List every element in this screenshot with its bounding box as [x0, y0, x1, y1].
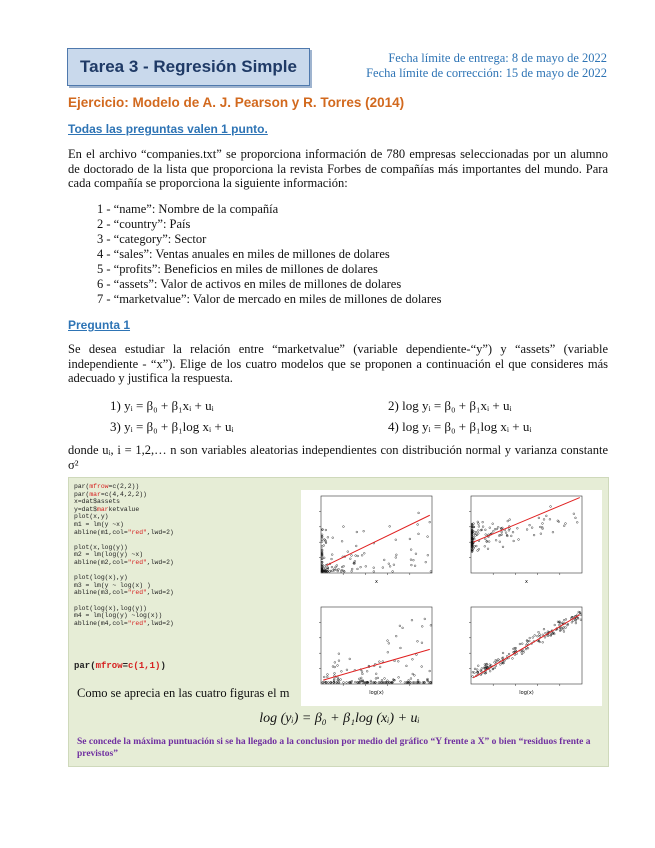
- data-point: [340, 670, 342, 672]
- code-line: par(mfrow=c(2,2)): [74, 483, 140, 490]
- data-point: [478, 526, 480, 528]
- code-line: y=dat$marketvalue: [74, 505, 140, 513]
- model-4: 4) log yᵢ = β₀ + β₁log xᵢ + uᵢ: [388, 419, 532, 434]
- data-point: [573, 513, 575, 515]
- data-point: [563, 619, 565, 621]
- data-point: [580, 619, 582, 621]
- answer-text: Como se aprecia en las cuatro figuras el m: [77, 686, 290, 700]
- data-point: [537, 635, 539, 637]
- data-point: [360, 677, 362, 679]
- data-point: [540, 533, 542, 535]
- plot-frame: [321, 607, 432, 684]
- data-point: [326, 676, 328, 678]
- data-point: [499, 541, 501, 543]
- data-point: [427, 536, 429, 538]
- data-point: [361, 554, 363, 556]
- data-point: [545, 632, 547, 634]
- code-line: [74, 597, 174, 605]
- data-point: [538, 631, 540, 633]
- data-point: [356, 531, 358, 533]
- data-point: [357, 568, 359, 570]
- x-axis-label: log(x): [369, 690, 384, 696]
- data-point: [400, 680, 402, 682]
- data-point: [533, 534, 535, 536]
- data-point: [571, 621, 573, 623]
- data-point: [485, 534, 487, 536]
- data-point: [563, 626, 565, 628]
- data-point: [512, 531, 514, 533]
- data-point: [394, 660, 396, 662]
- data-point: [482, 521, 484, 523]
- plot-frame: [321, 496, 432, 573]
- data-point: [516, 527, 518, 529]
- data-point: [334, 666, 336, 668]
- intro-paragraph: En el archivo “companies.txt” se proporciona información de 780 empresas seleccionadas por un alumno de doctorado de la lista que proporciona la revista Forbes de compañías más importantes del mundo. Para cada compañía se proporciona la siguiente información:: [68, 147, 608, 190]
- variables-list: [97, 202, 441, 307]
- data-point: [373, 571, 375, 573]
- data-point: [474, 545, 476, 547]
- answer-box: [68, 477, 609, 767]
- data-point: [414, 674, 416, 676]
- exercise-title: Ejercicio: Modelo de A. J. Pearson y R. Torres (2014): [68, 95, 405, 110]
- data-point: [387, 651, 389, 653]
- r-code-block: [74, 483, 174, 627]
- data-point: [409, 538, 411, 540]
- data-point: [338, 653, 340, 655]
- data-point: [527, 643, 529, 645]
- page-title: Tarea 3 - Regresión Simple: [67, 48, 310, 86]
- data-point: [496, 528, 498, 530]
- data-point: [429, 521, 431, 523]
- code-line: plot(x,y): [74, 513, 109, 521]
- data-point: [332, 537, 334, 539]
- data-point: [323, 676, 325, 678]
- data-point: [347, 551, 349, 553]
- data-point: [572, 620, 574, 622]
- data-point: [421, 642, 423, 644]
- data-point: [539, 634, 541, 636]
- data-point: [346, 682, 348, 684]
- data-point: [331, 558, 333, 560]
- code-line: m1 = lm(y ~x): [74, 520, 124, 528]
- data-point: [333, 678, 335, 680]
- data-point: [354, 681, 356, 683]
- data-point: [400, 647, 402, 649]
- data-point: [377, 677, 379, 679]
- data-point: [361, 671, 363, 673]
- data-point: [363, 530, 365, 532]
- data-point: [418, 512, 420, 514]
- data-point: [398, 676, 400, 678]
- data-point: [513, 540, 515, 542]
- data-point: [528, 640, 530, 642]
- data-point: [399, 625, 401, 627]
- data-point: [341, 540, 343, 542]
- data-point: [335, 569, 337, 571]
- data-point: [565, 523, 567, 525]
- data-point: [417, 679, 419, 681]
- data-point: [481, 668, 483, 670]
- data-point: [388, 642, 390, 644]
- data-point: [575, 622, 577, 624]
- data-point: [417, 640, 419, 642]
- scatter-plot-4: [469, 607, 582, 696]
- data-point: [529, 524, 531, 526]
- data-point: [512, 658, 514, 660]
- data-point: [351, 570, 353, 572]
- data-point: [565, 627, 567, 629]
- regression-line: [473, 498, 580, 543]
- scatter-plot-1: [319, 496, 432, 585]
- data-point: [387, 680, 389, 682]
- data-point: [389, 565, 391, 567]
- data-point: [478, 523, 480, 525]
- data-point: [366, 670, 368, 672]
- data-point: [489, 527, 491, 529]
- data-point: [502, 652, 504, 654]
- data-point: [321, 546, 323, 548]
- data-point: [545, 515, 547, 517]
- data-point: [355, 545, 357, 547]
- data-point: [417, 524, 419, 526]
- data-point: [542, 634, 544, 636]
- data-point: [489, 670, 491, 672]
- data-point: [410, 678, 412, 680]
- data-point: [411, 564, 413, 566]
- list-item: 1 - “name”: Nombre de la compañía: [97, 202, 279, 216]
- data-point: [327, 682, 329, 684]
- deadline-delivery: Fecha límite de entrega: 8 de mayo de 2022: [388, 51, 607, 65]
- data-point: [392, 571, 394, 573]
- code-line: abline(m1,col="red",lwd=2): [74, 528, 174, 536]
- data-point: [539, 526, 541, 528]
- data-point: [412, 559, 414, 561]
- data-point: [580, 614, 582, 616]
- data-point: [475, 531, 477, 533]
- data-point: [519, 643, 521, 645]
- data-point: [475, 545, 477, 547]
- data-point: [494, 528, 496, 530]
- data-point: [362, 673, 364, 675]
- data-point: [397, 660, 399, 662]
- data-point: [416, 654, 418, 656]
- code-line: m2 = lm(log(y) ~x): [74, 551, 144, 559]
- data-point: [327, 536, 329, 538]
- x-axis-label: x: [375, 579, 378, 585]
- data-point: [484, 529, 486, 531]
- data-point: [430, 624, 432, 626]
- data-point: [321, 539, 323, 541]
- model-2: 2) log yᵢ = β₀ + β₁xᵢ + uᵢ: [388, 398, 512, 413]
- data-point: [562, 628, 564, 630]
- data-point: [334, 672, 336, 674]
- model-assumptions: donde uᵢ, i = 1,2,… n son variables aleatorias independientes con distribución normal y varianza constante σ²: [68, 443, 608, 472]
- grading-note: Se concede la máxima puntuación si se ha llegado a la conclusion por medio del gráfico “Y frente a X” o bien “residuos frente a previstos”: [77, 737, 591, 759]
- data-point: [492, 523, 494, 525]
- data-point: [497, 658, 499, 660]
- data-point: [323, 566, 325, 568]
- data-point: [402, 627, 404, 629]
- data-point: [338, 568, 340, 570]
- data-point: [412, 658, 414, 660]
- data-point: [509, 519, 511, 521]
- question-title: Pregunta 1: [68, 318, 131, 332]
- model-1: 1) yᵢ = β₀ + β₁xᵢ + uᵢ: [110, 398, 214, 413]
- code-line: [74, 567, 174, 575]
- data-point: [331, 566, 333, 568]
- data-point: [383, 559, 385, 561]
- data-point: [378, 661, 380, 663]
- regression-line: [473, 615, 580, 678]
- data-point: [418, 533, 420, 535]
- data-point: [492, 530, 494, 532]
- data-point: [358, 678, 360, 680]
- data-point: [343, 526, 345, 528]
- scatter-plots: [301, 490, 602, 706]
- data-point: [414, 565, 416, 567]
- data-point: [327, 674, 329, 676]
- data-point: [363, 552, 365, 554]
- list-item: 6 - “assets”: Valor de activos en miles de millones de dolares: [97, 277, 402, 291]
- data-point: [415, 553, 417, 555]
- code-line: abline(m3,col="red",lwd=2): [74, 589, 174, 597]
- r-code-last-text: par(mfrow=c(1,1)): [74, 661, 166, 671]
- data-point: [549, 518, 551, 520]
- data-point: [325, 529, 327, 531]
- data-point: [484, 545, 486, 547]
- data-point: [505, 532, 507, 534]
- data-point: [388, 563, 390, 565]
- data-point: [384, 678, 386, 680]
- data-point: [421, 666, 423, 668]
- scatter-plots-panel: [301, 490, 602, 706]
- code-line: abline(m2,col="red",lwd=2): [74, 558, 174, 566]
- data-point: [382, 661, 384, 663]
- data-point: [373, 567, 375, 569]
- data-point: [518, 539, 520, 541]
- data-point: [538, 517, 540, 519]
- code-line: plot(x,log(y)): [74, 543, 128, 551]
- data-point: [531, 527, 533, 529]
- data-point: [395, 539, 397, 541]
- code-line: [74, 536, 174, 544]
- scatter-plot-2: [469, 496, 582, 585]
- data-point: [346, 669, 348, 671]
- data-point: [336, 565, 338, 567]
- data-point: [424, 618, 426, 620]
- list-item: 4 - “sales”: Ventas anuales en miles de millones de dolares: [97, 247, 390, 261]
- data-point: [375, 678, 377, 680]
- data-point: [550, 506, 552, 508]
- data-point: [393, 564, 395, 566]
- data-point: [521, 643, 523, 645]
- list-item: 7 - “marketvalue”: Valor de mercado en miles de millones de dolares: [97, 292, 442, 306]
- data-point: [410, 559, 412, 561]
- code-line: m3 = lm(y ~ log(x) ): [74, 581, 151, 589]
- data-point: [477, 550, 479, 552]
- data-point: [502, 546, 504, 548]
- points-note: Todas las preguntas valen 1 punto.: [68, 122, 268, 136]
- data-point: [575, 517, 577, 519]
- data-point: [338, 660, 340, 662]
- question-text: Se desea estudiar la relación entre “marketvalue” (variable dependiente-“y”) y “assets” (variable independiente - “x”). Elige de los cuatro modelos que se proponen a continuación el que consideres más adecuado y justifica la respuesta.: [68, 342, 608, 385]
- data-point: [404, 682, 406, 684]
- r-code-last-line: [74, 661, 166, 671]
- data-point: [499, 663, 501, 665]
- data-point: [411, 619, 413, 621]
- data-point: [477, 665, 479, 667]
- data-point: [472, 676, 474, 678]
- data-point: [487, 548, 489, 550]
- scatter-plot-3: [319, 607, 432, 696]
- data-point: [412, 673, 414, 675]
- data-point: [529, 637, 531, 639]
- data-point: [494, 667, 496, 669]
- data-point: [354, 560, 356, 562]
- data-point: [375, 673, 377, 675]
- data-point: [552, 531, 554, 533]
- data-point: [421, 625, 423, 627]
- data-point: [482, 526, 484, 528]
- answer-formula: log (yᵢ) = β₀ + β₁log (xᵢ) + uᵢ: [259, 711, 420, 726]
- code-line: par(mar=c(4,4,2,2)): [74, 490, 147, 498]
- data-point: [542, 641, 544, 643]
- data-point: [351, 555, 353, 557]
- data-point: [395, 554, 397, 556]
- data-point: [351, 568, 353, 570]
- regression-line: [323, 649, 430, 680]
- data-point: [526, 529, 528, 531]
- data-point: [323, 557, 325, 559]
- data-point: [331, 554, 333, 556]
- data-point: [543, 628, 545, 630]
- data-point: [495, 539, 497, 541]
- data-point: [379, 666, 381, 668]
- data-point: [565, 618, 567, 620]
- data-point: [497, 526, 499, 528]
- data-point: [510, 535, 512, 537]
- data-point: [477, 530, 479, 532]
- deadlines: [366, 51, 607, 80]
- data-point: [408, 679, 410, 681]
- list-item: 3 - “category”: Sector: [97, 232, 207, 246]
- data-point: [521, 653, 523, 655]
- data-point: [532, 637, 534, 639]
- model-3: 3) yᵢ = β₀ + β₁log xᵢ + uᵢ: [110, 419, 234, 434]
- data-point: [527, 647, 529, 649]
- list-item: 2 - “country”: País: [97, 217, 191, 231]
- data-point: [406, 665, 408, 667]
- data-point: [542, 523, 544, 525]
- data-point: [563, 525, 565, 527]
- data-point: [544, 636, 546, 638]
- data-point: [395, 635, 397, 637]
- data-point: [340, 679, 342, 681]
- data-point: [332, 666, 334, 668]
- data-point: [355, 555, 357, 557]
- data-point: [554, 624, 556, 626]
- data-point: [365, 565, 367, 567]
- data-point: [576, 521, 578, 523]
- data-point: [429, 670, 431, 672]
- data-point: [349, 558, 351, 560]
- data-point: [334, 661, 336, 663]
- data-point: [382, 567, 384, 569]
- data-point: [509, 528, 511, 530]
- data-point: [523, 651, 525, 653]
- data-point: [508, 653, 510, 655]
- data-point: [488, 541, 490, 543]
- data-point: [425, 561, 427, 563]
- data-point: [534, 635, 536, 637]
- data-point: [494, 661, 496, 663]
- data-point: [360, 566, 362, 568]
- deadline-correction: Fecha límite de corrección: 15 de mayo de 2022: [366, 65, 607, 80]
- data-point: [427, 554, 429, 556]
- x-axis-label: log(x): [519, 690, 534, 696]
- list-item: 5 - “profits”: Beneficios en miles de millones de dolares: [97, 262, 378, 276]
- data-point: [389, 525, 391, 527]
- data-point: [563, 631, 565, 633]
- data-point: [337, 665, 339, 667]
- data-point: [410, 549, 412, 551]
- data-point: [501, 531, 503, 533]
- data-point: [474, 668, 476, 670]
- data-point: [558, 624, 560, 626]
- data-point: [477, 532, 479, 534]
- data-point: [498, 660, 500, 662]
- data-point: [476, 669, 478, 671]
- data-point: [430, 571, 432, 573]
- code-line: m4 = lm(log(y) ~log(x)): [74, 612, 163, 620]
- data-point: [539, 636, 541, 638]
- data-point: [507, 520, 509, 522]
- x-axis-label: x: [525, 579, 528, 585]
- data-point: [349, 658, 351, 660]
- data-point: [575, 620, 577, 622]
- data-point: [337, 677, 339, 679]
- code-line: plot(log(x),log(y)): [74, 604, 147, 612]
- data-point: [381, 679, 383, 681]
- data-point: [343, 682, 345, 684]
- data-point: [357, 555, 359, 557]
- code-line: abline(m4,col="red",lwd=2): [74, 619, 174, 627]
- code-line: plot(log(x),y): [74, 574, 128, 582]
- data-point: [321, 541, 323, 543]
- data-point: [395, 557, 397, 559]
- data-point: [477, 521, 479, 523]
- data-point: [543, 519, 545, 521]
- data-point: [387, 640, 389, 642]
- code-line: x=dat$assets: [74, 498, 121, 506]
- data-point: [382, 682, 384, 684]
- data-point: [484, 538, 486, 540]
